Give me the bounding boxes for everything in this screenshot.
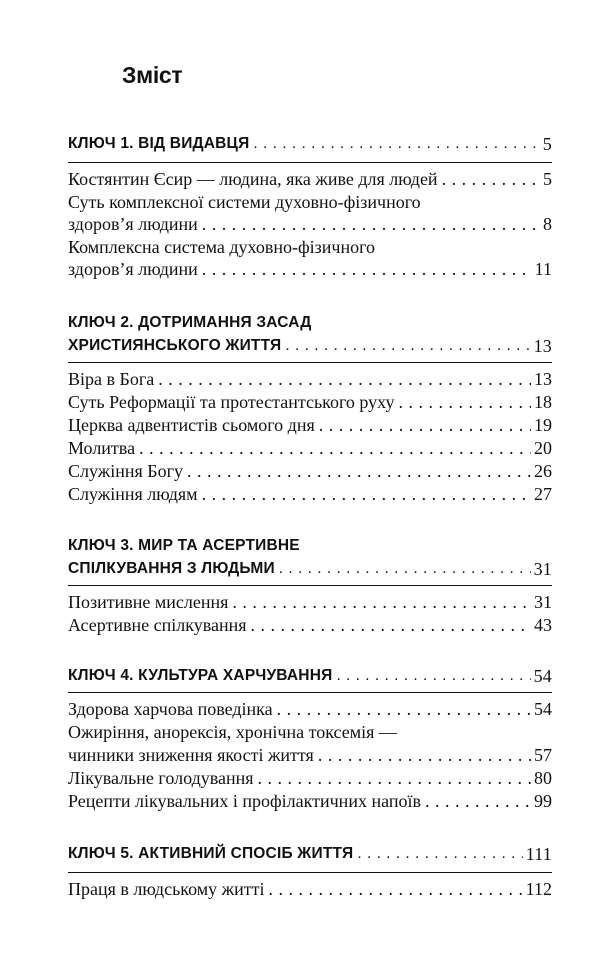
entry-title: Суть Реформації та протестантського руху xyxy=(68,392,395,412)
section-title: КЛЮЧ 1. ВІД ВИДАВЦЯ xyxy=(68,135,250,152)
dot-leader xyxy=(318,744,531,766)
page-number: 54 xyxy=(534,699,552,719)
page-number: 112 xyxy=(525,879,552,899)
dot-leader xyxy=(202,258,532,280)
dot-leader xyxy=(251,614,531,636)
entry-title: Церква адвентистів сьомого дня xyxy=(68,415,315,435)
dot-leader xyxy=(285,335,530,357)
entry-title: Костянтин Єсир — людина, яка живе для людей xyxy=(68,169,438,189)
dot-leader xyxy=(202,213,540,235)
toc-entry[interactable] xyxy=(68,790,552,812)
page-number: 5 xyxy=(542,134,552,154)
page-number: 31 xyxy=(533,559,552,579)
toc-entry[interactable] xyxy=(68,368,552,390)
entry-title: Лікувальне голодування xyxy=(68,768,254,788)
page-number: 54 xyxy=(533,666,552,686)
page-number: 43 xyxy=(534,615,552,635)
toc-entry[interactable] xyxy=(68,460,552,482)
toc-entry[interactable] xyxy=(68,878,552,900)
toc-entry[interactable] xyxy=(68,391,552,413)
entry-title: Праця в людському житті xyxy=(68,879,265,899)
toc-section-heading[interactable] xyxy=(68,558,552,580)
dot-leader xyxy=(425,790,531,812)
toc-entry[interactable] xyxy=(68,168,552,190)
dot-leader xyxy=(187,460,531,482)
section-divider xyxy=(68,162,552,163)
dot-leader xyxy=(319,414,531,436)
dot-leader xyxy=(399,391,532,413)
dot-leader xyxy=(139,437,531,459)
page-number: 13 xyxy=(533,336,552,356)
dot-leader xyxy=(202,483,531,505)
entry-title: здоров’я людини xyxy=(68,214,198,234)
section-title-line1[interactable]: КЛЮЧ 2. ДОТРИМАННЯ ЗАСАД xyxy=(68,314,312,331)
page-number: 26 xyxy=(534,461,552,481)
toc-entry[interactable] xyxy=(68,698,552,720)
toc-entry[interactable] xyxy=(68,767,552,789)
dot-leader xyxy=(258,767,531,789)
section-title: ХРИСТИЯНСЬКОГО ЖИТТЯ xyxy=(68,337,282,354)
dot-leader xyxy=(253,133,539,155)
toc-entry[interactable] xyxy=(68,744,552,766)
entry-title: Рецепти лікувальних і профілактичних напоїв xyxy=(68,791,421,811)
entry-title: Служіння Богу xyxy=(68,461,183,481)
page-number: 80 xyxy=(534,768,552,788)
entry-title-line1[interactable]: Ожиріння, анорексія, хронічна токсемія — xyxy=(68,722,397,742)
toc-section-heading[interactable] xyxy=(68,843,552,865)
section-divider xyxy=(68,692,552,693)
section-title-line1[interactable]: КЛЮЧ 3. МИР ТА АСЕРТИВНЕ xyxy=(68,537,300,554)
section-title: КЛЮЧ 4. КУЛЬТУРА ХАРЧУВАННЯ xyxy=(68,667,333,684)
section-divider xyxy=(68,872,552,873)
toc-entry[interactable] xyxy=(68,591,552,613)
toc-section-heading[interactable] xyxy=(68,335,552,357)
dot-leader xyxy=(336,665,530,687)
dot-leader xyxy=(268,878,522,900)
toc-entry[interactable] xyxy=(68,437,552,459)
toc-entry[interactable] xyxy=(68,614,552,636)
section-divider xyxy=(68,585,552,586)
dot-leader xyxy=(232,591,531,613)
page-number: 19 xyxy=(534,415,552,435)
dot-leader xyxy=(158,368,531,390)
toc-section-heading[interactable] xyxy=(68,133,552,155)
dot-leader xyxy=(279,558,531,580)
toc-entry[interactable] xyxy=(68,258,552,280)
page-number: 11 xyxy=(534,259,552,279)
entry-title: Віра в Бога xyxy=(68,369,155,389)
entry-title: Здорова харчова поведінка xyxy=(68,699,273,719)
page-number: 8 xyxy=(543,214,552,234)
entry-title: здоров’я людини xyxy=(68,259,198,279)
page-number: 57 xyxy=(534,745,552,765)
section-divider xyxy=(68,362,552,363)
entry-title-line1[interactable]: Суть комплексної системи духовно-фізичного xyxy=(68,192,421,212)
page-number: 31 xyxy=(534,592,552,612)
entry-title: чинники зниження якості життя xyxy=(68,745,314,765)
page-number: 5 xyxy=(543,169,552,189)
toc-entry[interactable] xyxy=(68,483,552,505)
toc-entry[interactable] xyxy=(68,414,552,436)
entry-title-line1[interactable]: Комплексна система духовно-фізичного xyxy=(68,237,376,257)
entry-title: Служіння людям xyxy=(68,484,198,504)
section-title: СПІЛКУВАННЯ З ЛЮДЬМИ xyxy=(68,560,275,577)
toc-section-heading[interactable] xyxy=(68,665,552,687)
page-number: 111 xyxy=(525,844,552,864)
entry-title: Асертивне спілкування xyxy=(68,615,247,635)
toc-entry[interactable] xyxy=(68,213,552,235)
entry-title: Позитивне мислення xyxy=(68,592,229,612)
entry-title: Молитва xyxy=(68,438,136,458)
page-title: Зміст xyxy=(122,62,183,88)
dot-leader xyxy=(442,168,540,190)
section-title: КЛЮЧ 5. АКТИВНИЙ СПОСІБ ЖИТТЯ xyxy=(68,845,354,862)
page-number: 99 xyxy=(534,791,552,811)
dot-leader xyxy=(277,698,531,720)
page-number: 20 xyxy=(534,438,552,458)
page-number: 27 xyxy=(534,484,552,504)
dot-leader xyxy=(357,843,522,865)
page-number: 18 xyxy=(534,392,552,412)
page-number: 13 xyxy=(534,369,552,389)
